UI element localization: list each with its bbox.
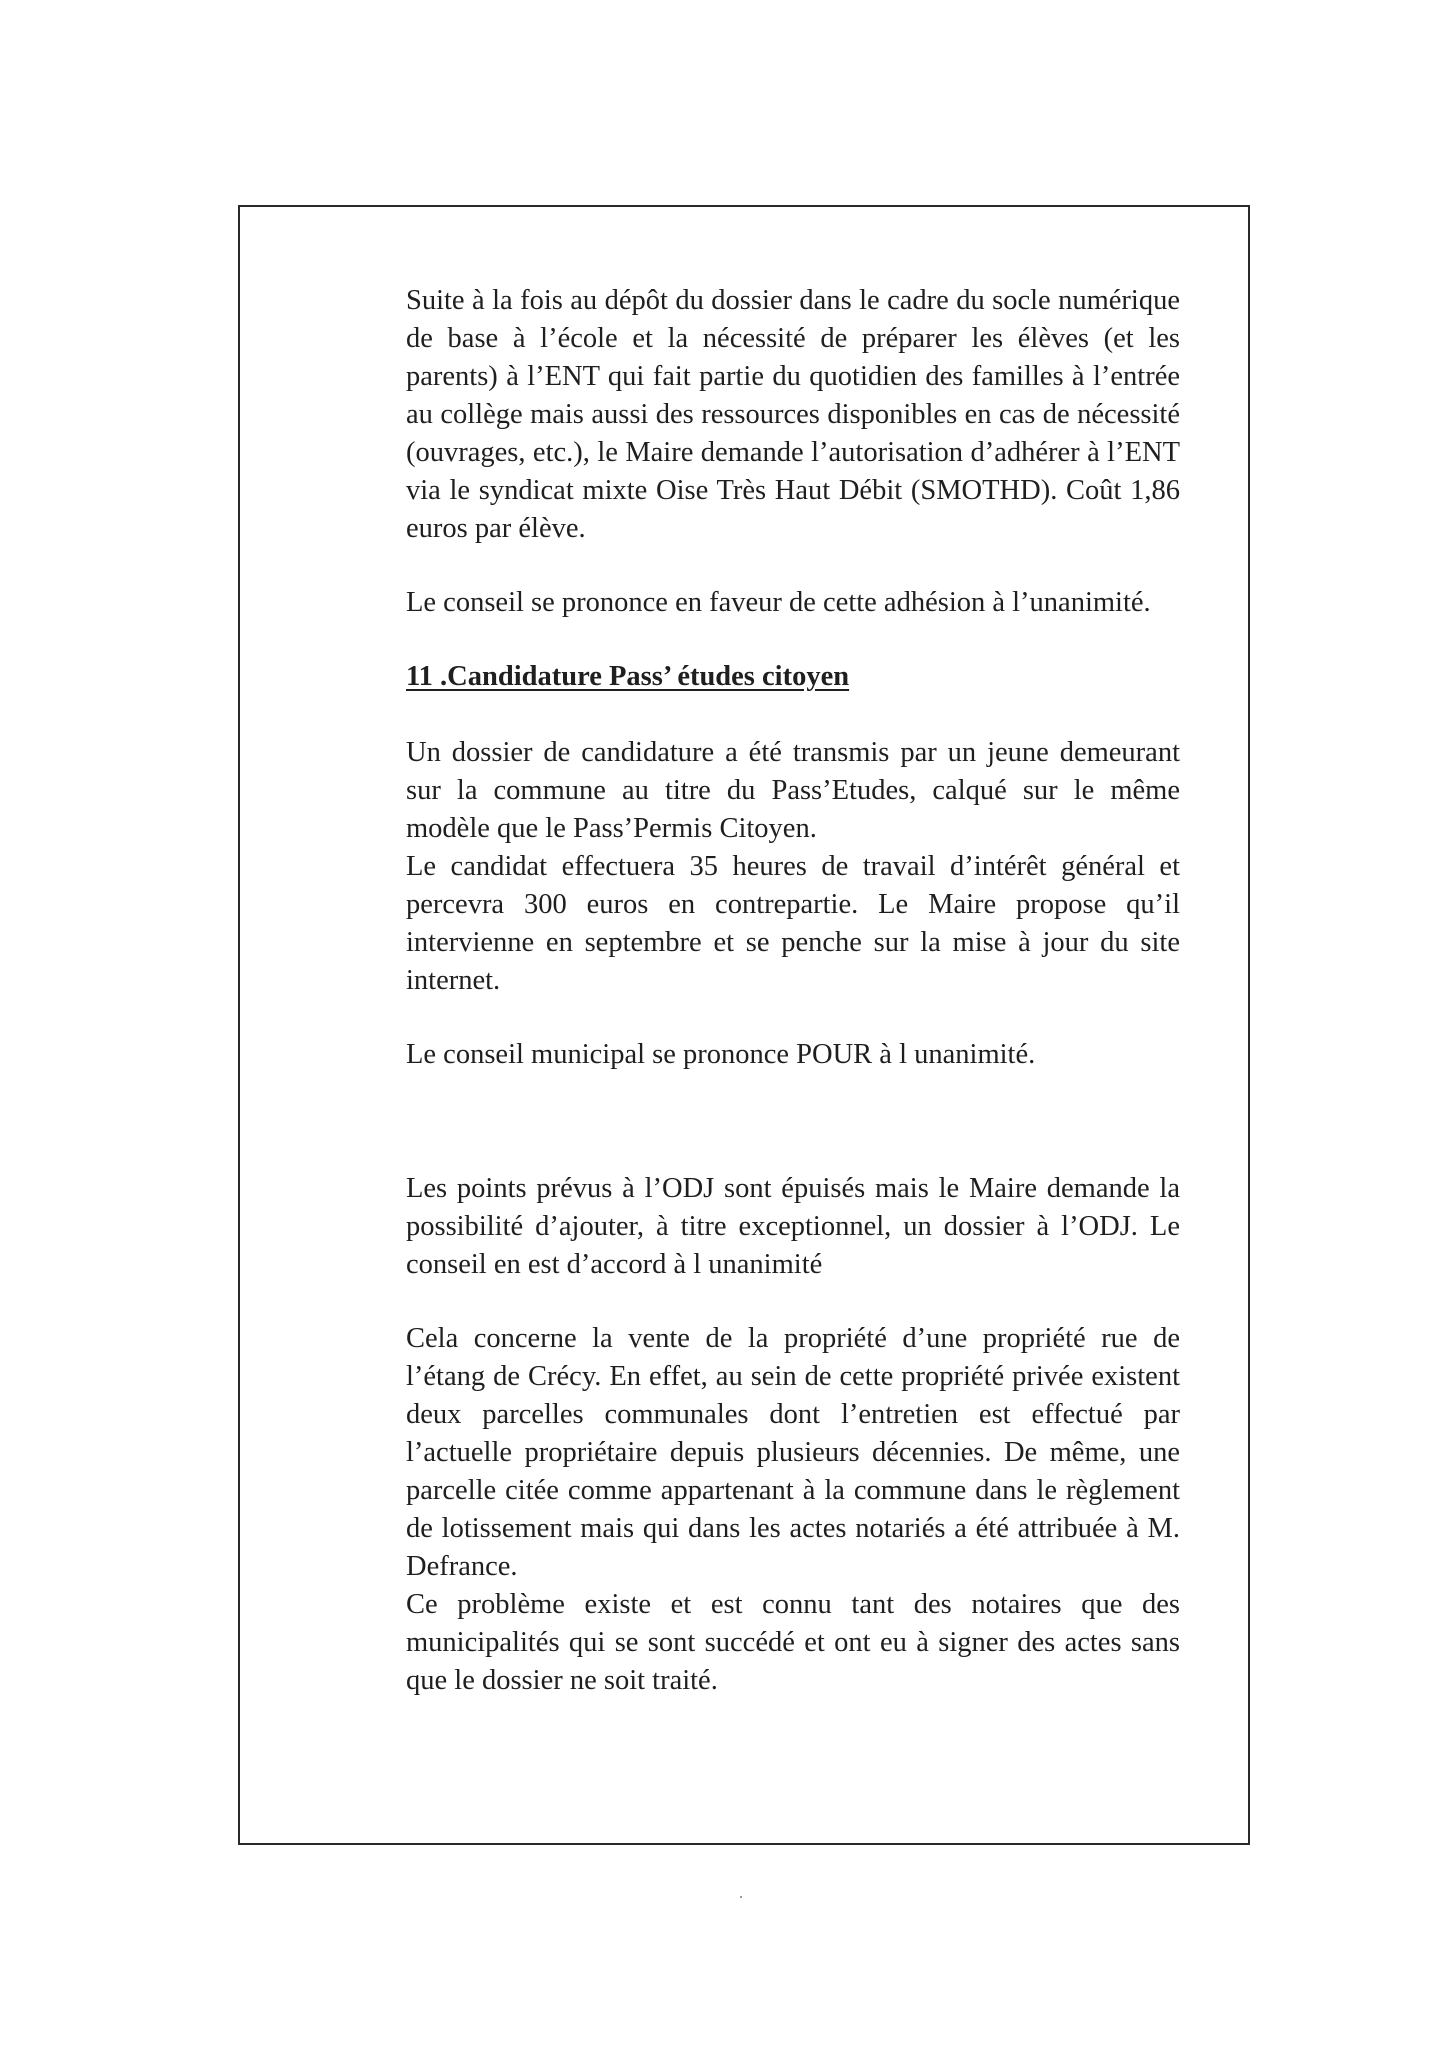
paragraph-odj-addition: Les points prévus à l’ODJ sont épuisés mais le Maire demande la possibilité d’ajouter, à titre exceptionnel, un dossier à l’ODJ. Le conseil en est d’accord à l unanimité [406, 1173, 1180, 1280]
paragraph-council-vote-ent: Le conseil se prononce en faveur de cette adhésion à l’unanimité. [406, 587, 1151, 618]
section-heading-pass-etudes: 11 .Candidature Pass’ études citoyen [406, 661, 850, 692]
document-body [406, 282, 1180, 1700]
paragraph-ent-membership: Suite à la fois au dépôt du dossier dans le cadre du socle numérique de base à l’école et la nécessité de préparer les élèves (et les parents) à l’ENT qui fait partie du quotidien des familles à l’entrée au collège mais aussi des ressources disponibles en cas de nécessité (ouvrages, etc.), le Maire demande l’autorisation d’adhérer à l’ENT via le syndicat mixte Oise Très Haut Débit (SMOTHD). Coût 1,86 euros par élève. [406, 285, 1180, 544]
paragraph-council-vote-pass: Le conseil municipal se prononce POUR à l unanimité. [406, 1039, 1036, 1070]
paragraph-candidature: Un dossier de candidature a été transmis par un jeune demeurant sur la commune au titre du Pass’Etudes, calqué sur le même modèle que le Pass’Permis Citoyen. [406, 737, 1180, 844]
paragraph-notaries-issue: Ce problème existe et est connu tant des notaires que des municipalités qui se sont succédé et ont eu à signer des actes sans que le dossier ne soit traité. [406, 1589, 1180, 1696]
scan-speck [740, 1896, 742, 1898]
paragraph-candidate-work: Le candidat effectuera 35 heures de travail d’intérêt général et percevra 300 euros en contrepartie. Le Maire propose qu’il intervienne en septembre et se penche sur la mise à jour du site internet. [406, 851, 1180, 996]
paragraph-property-sale: Cela concerne la vente de la propriété d’une propriété rue de l’étang de Crécy. En effet, au sein de cette propriété privée existent deux parcelles communales dont l’entretien est effectué par l’actuelle propriétaire depuis plusieurs décennies. De même, une parcelle citée comme appartenant à la commune dans le règlement de lotissement mais qui dans les actes notariés a été attribuée à M. Defrance. [406, 1323, 1180, 1582]
